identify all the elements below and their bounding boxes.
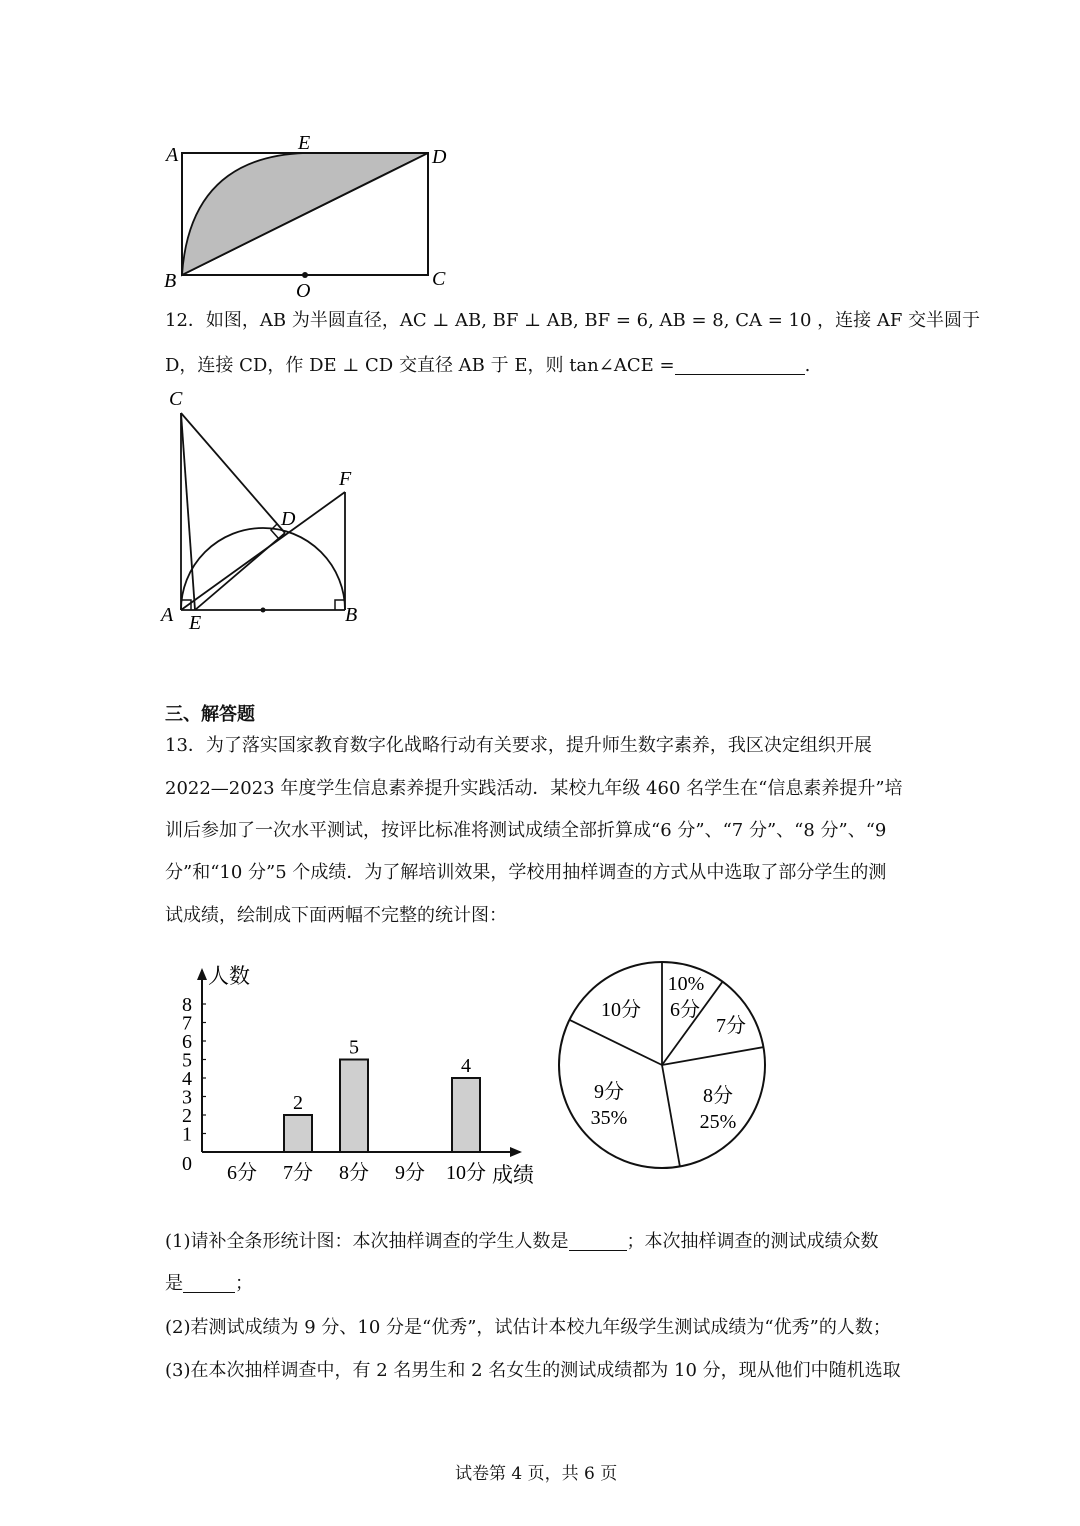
pie-slice-percent: 10% <box>667 973 705 995</box>
q13-part2: (2)若测试成绩为 9 分、10 分是“优秀”，试估计本校九年级学生测试成绩为“优秀”的人数； <box>165 1317 891 1338</box>
pie-slice-percent: 35% <box>590 1107 628 1129</box>
q12-answer-blank[interactable] <box>675 356 805 375</box>
bar-chart <box>170 960 550 1195</box>
q12-line2-end: . <box>804 355 811 376</box>
q12-line2-text: D，连接 CD，作 DE ⊥ CD 交直径 AB 于 E，则 tan∠ACE = <box>165 355 675 376</box>
pie-slice-label: 9分 <box>594 1081 624 1103</box>
y-tick-label: 1 <box>182 1123 192 1146</box>
y-tick-label: 4 <box>182 1068 192 1090</box>
q13-part1-d: ； <box>235 1273 253 1294</box>
x-axis-arrow <box>510 1147 522 1157</box>
center-dot <box>261 608 266 613</box>
x-tick-label: 10分 <box>446 1162 486 1184</box>
q13-part1-b: ；本次抽样调查的测试成绩众数 <box>626 1231 879 1252</box>
segment-ce <box>181 413 195 610</box>
page-footer: 试卷第 4 页，共 6 页 <box>455 1464 618 1484</box>
q13-part1-a: (1)请补全条形统计图：本次抽样调查的学生人数是 <box>165 1231 569 1252</box>
label-f: F <box>339 468 352 490</box>
bar <box>340 1060 368 1153</box>
y-axis-label: 人数 <box>208 964 250 988</box>
pie-slice-label: 7分 <box>716 1015 746 1037</box>
section-title: 三、解答题 <box>165 704 255 725</box>
label-e: E <box>298 132 311 154</box>
right-angle-b <box>335 600 345 610</box>
q13-part1 <box>165 1232 879 1251</box>
y-tick-label: 6 <box>182 1031 192 1053</box>
pie-slice-label: 6分 <box>670 999 700 1021</box>
pie-slice-label: 8分 <box>703 1085 733 1107</box>
point-o <box>302 272 308 278</box>
y-tick-label: 7 <box>182 1012 192 1035</box>
q13-part1-c: 是 <box>165 1273 183 1294</box>
bar-value-label: 5 <box>349 1036 359 1059</box>
label-o: O <box>296 280 311 300</box>
bar <box>284 1115 312 1152</box>
pie-slice-label: 10分 <box>601 999 641 1021</box>
q13-line-2: 2022—2023 年度学生信息素养提升实践活动．某校九年级 460 名学生在“信息素养提升”培 <box>165 778 903 799</box>
label-d: D <box>432 146 447 168</box>
figure-q11 <box>160 125 460 300</box>
semicircle <box>181 528 345 610</box>
figure-q12 <box>155 385 375 635</box>
q13-line-3: 训后参加了一次水平测试，按评比标准将测试成绩全部折算成“6 分”、“7 分”、“8 分”、“9 <box>165 820 887 841</box>
label-b: B <box>164 270 177 292</box>
y-axis-arrow <box>197 968 207 980</box>
label-c: C <box>169 388 183 410</box>
q13-part1-cont <box>165 1274 253 1293</box>
q12-line1: 12．如图，AB 为半圆直径，AC ⊥ AB, BF ⊥ AB, BF = 6, AB = 8, CA = 10 ，连接 AF 交半圆于 <box>165 310 981 331</box>
x-tick-label: 8分 <box>339 1162 369 1184</box>
q13-line-4: 分”和“10 分”5 个成绩．为了解培训效果，学校用抽样调查的方式从中选取了部分学生的测 <box>165 862 887 883</box>
y-tick-label: 8 <box>182 994 192 1016</box>
y-tick-label: 2 <box>182 1105 192 1127</box>
bar-value-label: 4 <box>461 1055 471 1077</box>
x-tick-label: 6分 <box>227 1162 257 1184</box>
label-c: C <box>432 268 446 290</box>
bar <box>452 1078 480 1152</box>
y-tick-label: 0 <box>182 1153 192 1175</box>
label-e: E <box>189 612 202 634</box>
right-angle-d <box>271 524 279 539</box>
q13-line-1: 13．为了落实国家教育数字化战略行动有关要求，提升师生数字素养，我区决定组织开展 <box>165 735 872 756</box>
sample-size-blank[interactable] <box>569 1232 627 1251</box>
q12-line2 <box>165 356 810 375</box>
q13-line-5: 试成绩，绘制成下面两幅不完整的统计图： <box>165 905 507 926</box>
y-tick-label: 3 <box>182 1086 192 1109</box>
label-a: A <box>161 604 174 626</box>
segment-de <box>195 533 285 610</box>
label-b: B <box>345 604 358 626</box>
label-a: A <box>166 144 179 166</box>
x-tick-label: 9分 <box>395 1162 425 1184</box>
mode-blank[interactable] <box>183 1274 235 1293</box>
q13-part3: (3)在本次抽样调查中，有 2 名男生和 2 名女生的测试成绩都为 10 分，现从他们中随机选取 <box>165 1360 901 1381</box>
label-d: D <box>281 508 296 530</box>
pie-slice-percent: 25% <box>699 1111 737 1133</box>
bar-value-label: 2 <box>293 1092 303 1114</box>
x-axis-label: 成绩 <box>492 1163 534 1187</box>
y-tick-label: 5 <box>182 1049 192 1072</box>
x-tick-label: 7分 <box>283 1162 313 1184</box>
pie-chart <box>555 958 775 1178</box>
segment-cd <box>181 413 285 533</box>
